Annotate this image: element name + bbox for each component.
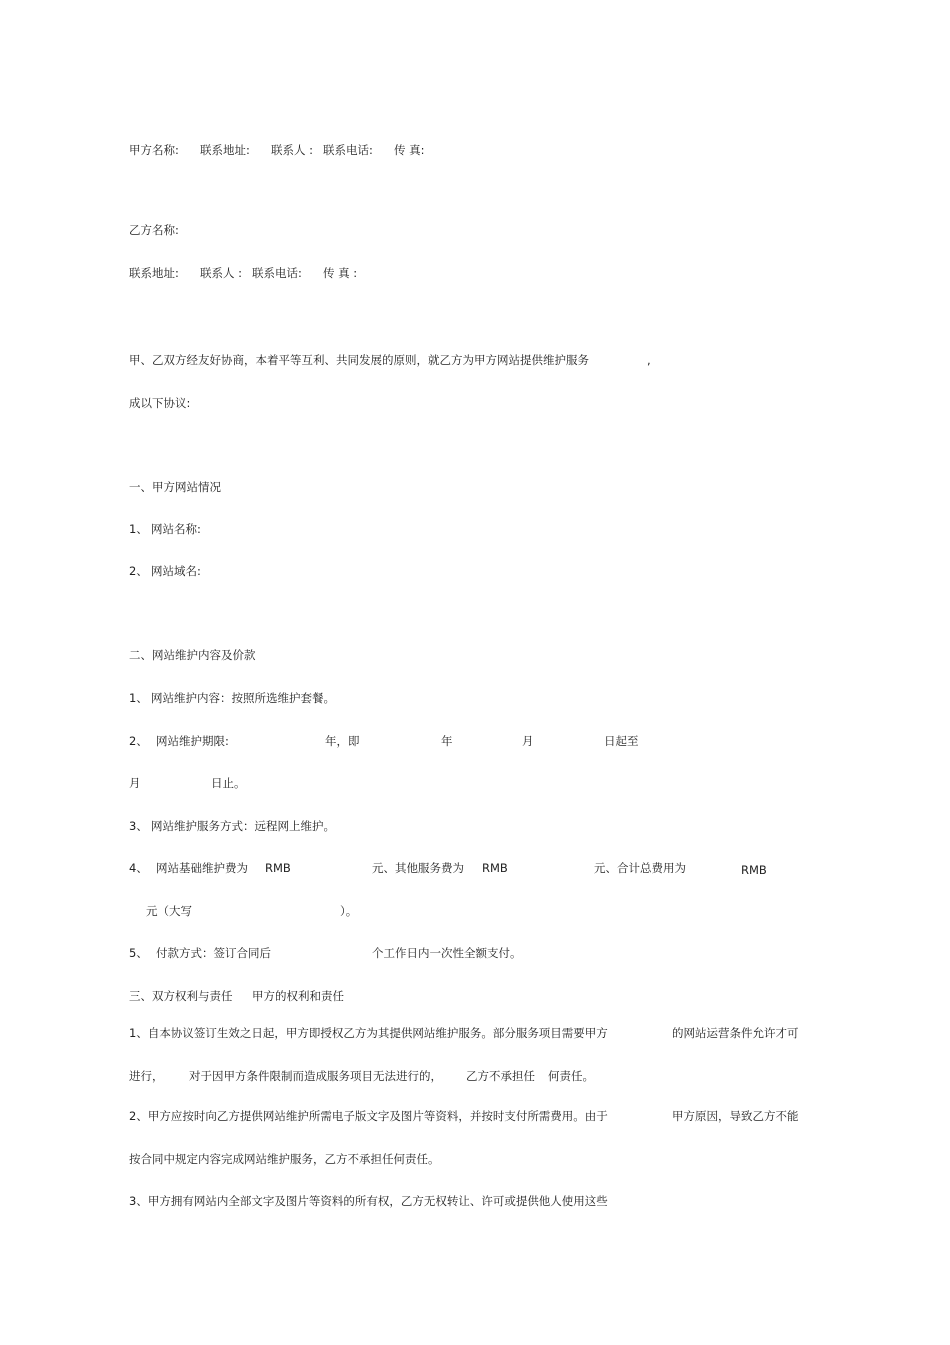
item-number: 4、 [129,861,148,875]
party-a-fax-label: 传 真: [394,143,425,157]
website-domain-label: 网站域名: [151,564,201,578]
maintenance-content-text: 网站维护内容：按照所选维护套餐。 [151,691,335,705]
period-month-unit: 月 [522,734,534,748]
item-number: 1、 [129,691,148,705]
paragraph-text: 乙方不承担任 [466,1069,535,1083]
website-name-label: 网站名称: [151,522,201,536]
party-b-contact-label: 联系人 : [200,266,243,280]
party-a-phone-label: 联系电话: [323,143,373,157]
party-b-address-label: 联系地址: [129,266,179,280]
paragraph-text: 按合同中规定内容完成网站维护服务，乙方不承担任何责任。 [129,1152,440,1166]
paragraph-text: 甲方原因，导致乙方不能 [672,1109,799,1123]
amount-in-words-label: 元（大写 [146,904,192,918]
paragraph-text: 1、自本协议签订生效之日起，甲方即授权乙方为其提供网站维护服务。部分服务项目需要甲方 [129,1026,608,1040]
paragraph-text: 进行， [129,1069,164,1083]
paragraph-text: 的网站运营条件允许才可 [672,1026,799,1040]
maintenance-period-label: 网站维护期限: [156,734,229,748]
total-fee-label: 元、合计总费用为 [594,861,686,875]
party-b-fax-label: 传 真 : [323,266,358,280]
period-end-month-unit: 月 [129,776,141,790]
section-heading: 一、甲方网站情况 [129,480,221,494]
period-year-unit: 年 [441,734,453,748]
period-year-text: 年，即 [325,734,360,748]
period-end-day-text: 日止。 [211,776,246,790]
party-a-address-label: 联系地址: [200,143,250,157]
preamble-comma: , [647,353,651,367]
party-a-contact-label: 联系人 : [271,143,314,157]
section-heading: 三、双方权利与责任 [129,989,233,1003]
item-number: 5、 [129,946,148,960]
paragraph-text: 3、甲方拥有网站内全部文字及图片等资料的所有权，乙方无权转让、许可或提供他人使用这些 [129,1194,608,1208]
payment-method-text: 付款方式：签订合同后 [156,946,271,960]
payment-terms-text: 个工作日内一次性全额支付。 [372,946,522,960]
section-heading: 二、网站维护内容及价款 [129,648,256,662]
item-number: 2、 [129,734,148,748]
item-number: 2、 [129,564,148,578]
other-fee-label: 元、其他服务费为 [372,861,464,875]
section-subheading: 甲方的权利和责任 [252,989,344,1003]
currency-rmb: RMB [265,861,291,875]
base-fee-label: 网站基础维护费为 [156,861,248,875]
currency-rmb: RMB [482,861,508,875]
paragraph-text: 对于因甲方条件限制而造成服务项目无法进行的， [189,1069,442,1083]
currency-rmb: RMB [741,863,767,877]
party-b-name-label: 乙方名称: [129,223,179,237]
period-day-from-text: 日起至 [604,734,639,748]
service-method-text: 网站维护服务方式：远程网上维护。 [151,819,335,833]
item-number: 1、 [129,522,148,536]
party-a-name-label: 甲方名称: [129,143,179,157]
paragraph-text: 何责任。 [548,1069,594,1083]
paragraph-text: 2、甲方应按时向乙方提供网站维护所需电子版文字及图片等资料，并按时支付所需费用。由于 [129,1109,608,1123]
preamble-text-2: 成以下协议: [129,396,191,410]
party-b-phone-label: 联系电话: [252,266,302,280]
preamble-text: 甲、乙双方经友好协商，本着平等互利、共同发展的原则，就乙方为甲方网站提供维护服务 [129,353,589,367]
amount-in-words-close: ）。 [340,904,358,918]
item-number: 3、 [129,819,148,833]
